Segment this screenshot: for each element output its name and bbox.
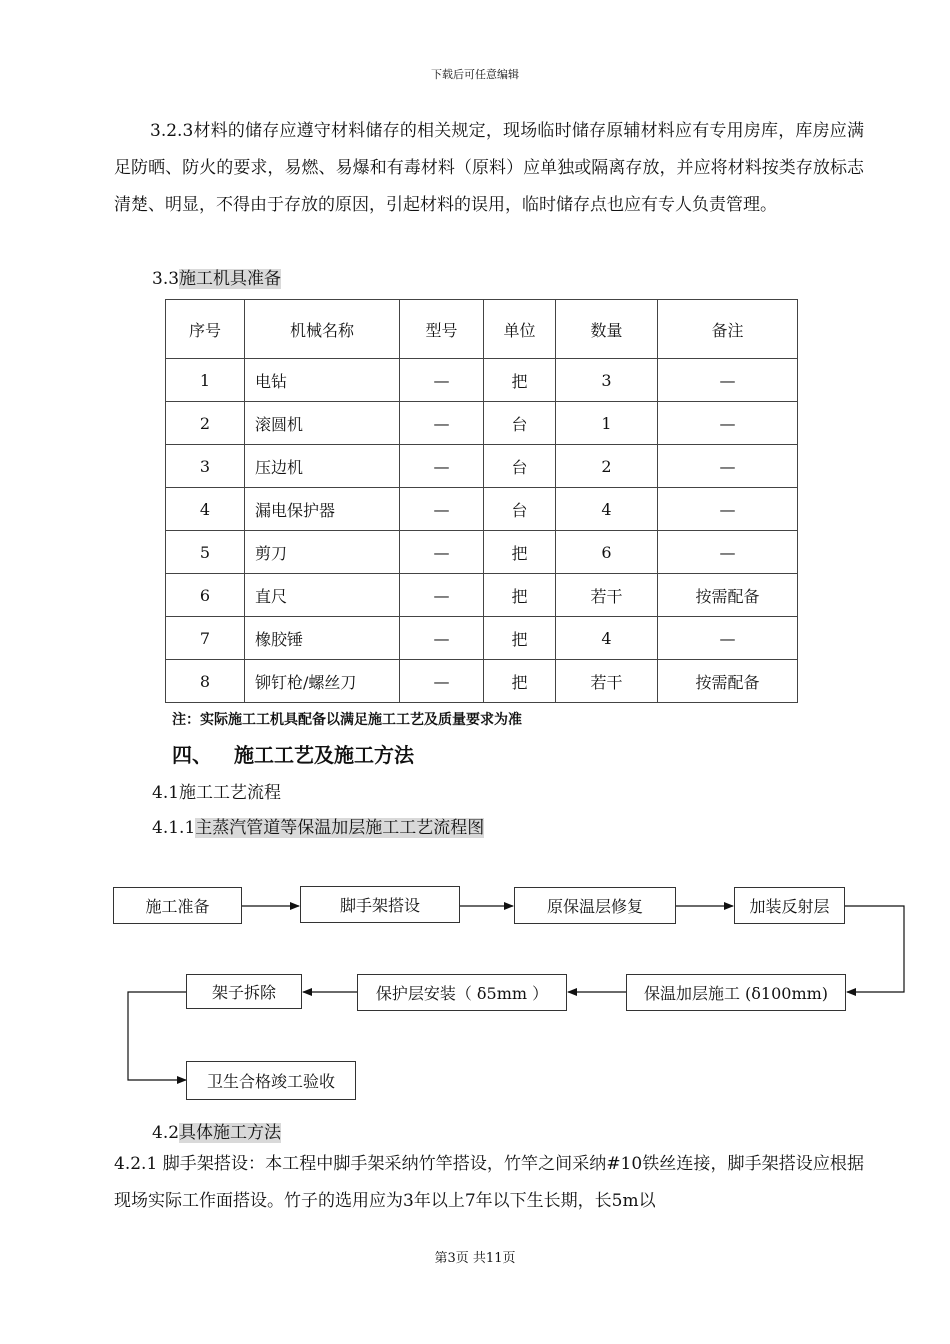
flow-step-dismantle: 架子拆除 — [186, 974, 302, 1009]
cell-unit: 把 — [484, 660, 556, 703]
cell-qty: 2 — [556, 445, 658, 488]
header-cell: 数量 — [556, 300, 658, 359]
section-4-2-heading — [152, 1118, 281, 1143]
cell-model: — — [400, 531, 484, 574]
cell-model: — — [400, 402, 484, 445]
cell-remark: — — [658, 488, 798, 531]
cell-remark: — — [658, 359, 798, 402]
cell-name: 滚圆机 — [245, 402, 400, 445]
header-cell: 单位 — [484, 300, 556, 359]
cell-unit: 台 — [484, 402, 556, 445]
flow-step-repair: 原保温层修复 — [514, 887, 676, 924]
cell-no: 7 — [166, 617, 245, 660]
cell-no: 2 — [166, 402, 245, 445]
page-header: 下载后可任意编辑 — [431, 68, 519, 81]
header-cell: 型号 — [400, 300, 484, 359]
flow-step-acceptance: 卫生合格竣工验收 — [186, 1061, 356, 1100]
header-cell: 机械名称 — [245, 300, 400, 359]
cell-model: — — [400, 574, 484, 617]
cell-qty: 若干 — [556, 574, 658, 617]
header-cell: 序号 — [166, 300, 245, 359]
paragraph-4-2-1: 4.2.1 脚手架搭设：本工程中脚手架采纳竹竿搭设，竹竿之间采纳#10铁丝连接，脚手架搭设应根据现场实际工作面搭设。竹子的选用应为3年以上7年以下生长期，长5m以 — [114, 1154, 864, 1211]
cell-no: 8 — [166, 660, 245, 703]
cell-name: 直尺 — [245, 574, 400, 617]
section-number: 4.1.1 — [152, 818, 196, 838]
cell-name: 电钻 — [245, 359, 400, 402]
header-cell: 备注 — [658, 300, 798, 359]
cell-qty: 3 — [556, 359, 658, 402]
chapter-title: 施工工艺及施工方法 — [234, 743, 414, 767]
flow-step-insulation: 保温加层施工 (δ100mm) — [626, 974, 846, 1011]
cell-remark: — — [658, 531, 798, 574]
flow-step-prep: 施工准备 — [113, 887, 242, 924]
cell-qty: 1 — [556, 402, 658, 445]
cell-name: 漏电保护器 — [245, 488, 400, 531]
arrow-7-8 — [128, 992, 186, 1080]
cell-unit: 把 — [484, 617, 556, 660]
section-4-1-heading: 4.1施工工艺流程 — [152, 783, 282, 803]
cell-unit: 把 — [484, 531, 556, 574]
cell-model: — — [400, 660, 484, 703]
cell-unit: 把 — [484, 574, 556, 617]
cell-model: — — [400, 617, 484, 660]
cell-name: 剪刀 — [245, 531, 400, 574]
section-title: 主蒸汽管道等保温加层施工工艺流程图 — [195, 818, 485, 838]
arrow-4-5 — [845, 906, 904, 992]
cell-no: 4 — [166, 488, 245, 531]
cell-unit: 台 — [484, 488, 556, 531]
cell-model: — — [400, 359, 484, 402]
cell-qty: 4 — [556, 617, 658, 660]
chapter-number: 四、 — [172, 743, 212, 767]
cell-name: 铆钉枪/螺丝刀 — [245, 660, 400, 703]
cell-qty: 若干 — [556, 660, 658, 703]
cell-no: 5 — [166, 531, 245, 574]
cell-unit: 把 — [484, 359, 556, 402]
cell-name: 压边机 — [245, 445, 400, 488]
cell-no: 1 — [166, 359, 245, 402]
section-number: 3.3 — [152, 269, 180, 289]
cell-remark: — — [658, 445, 798, 488]
flow-step-scaffold: 脚手架搭设 — [300, 886, 460, 923]
flow-step-reflective: 加装反射层 — [734, 887, 845, 924]
cell-remark: — — [658, 402, 798, 445]
cell-no: 6 — [166, 574, 245, 617]
cell-qty: 6 — [556, 531, 658, 574]
cell-name: 橡胶锤 — [245, 617, 400, 660]
cell-model: — — [400, 488, 484, 531]
page-footer: 第3页 共11页 — [434, 1251, 516, 1266]
cell-model: — — [400, 445, 484, 488]
paragraph-3-2-3: 3.2.3材料的储存应遵守材料储存的相关规定，现场临时储存原辅材料应有专用房库，库房应满足防晒、防火的要求，易燃、易爆和有毒材料（原料）应单独或隔离存放，并应将材料按类存放标志清楚、明显，不得由于存放的原因，引起材料的误用，临时储存点也应有专人负责管理。 — [114, 121, 864, 215]
section-title: 具体施工方法 — [179, 1123, 282, 1143]
cell-remark: 按需配备 — [658, 660, 798, 703]
table-note: 注：实际施工工机具配备以满足施工工艺及质量要求为准 — [172, 712, 522, 728]
section-number: 4.2 — [152, 1123, 180, 1143]
cell-no: 3 — [166, 445, 245, 488]
cell-remark: — — [658, 617, 798, 660]
cell-unit: 台 — [484, 445, 556, 488]
section-title: 施工机具准备 — [179, 269, 282, 289]
cell-qty: 4 — [556, 488, 658, 531]
flow-step-protection: 保护层安装（ δ5mm ） — [357, 974, 567, 1011]
cell-remark: 按需配备 — [658, 574, 798, 617]
